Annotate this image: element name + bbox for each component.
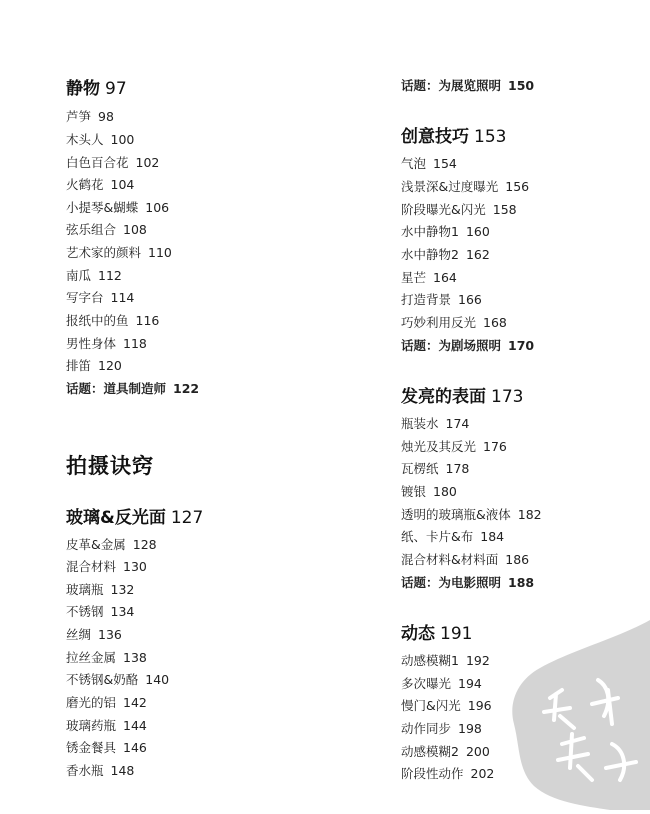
part-title: 拍摄诀窍 [66, 454, 154, 478]
toc-entry: 皮革&金属 128 [66, 537, 157, 552]
toc-entry: 玻璃药瓶 144 [66, 718, 147, 733]
toc-entry: 拉丝金属 138 [66, 650, 147, 665]
toc-entry: 丝绸 136 [66, 627, 122, 642]
toc-entry: 南瓜 112 [66, 268, 122, 283]
toc-entry: 不锈钢&奶酪 140 [66, 672, 170, 687]
toc-entry: 男性身体 118 [66, 336, 147, 351]
toc-entry: 混合材料&材料面 186 [401, 552, 530, 567]
toc-entry: 混合材料 130 [66, 559, 147, 574]
toc-entry: 弦乐组合 108 [66, 222, 147, 237]
toc-entry: 不锈钢 134 [66, 604, 135, 619]
toc-entry: 气泡 154 [401, 156, 457, 171]
toc-entry: 动感模糊1 192 [401, 653, 490, 668]
toc-entry: 艺术家的颜料 110 [66, 245, 172, 260]
toc-entry-topic: 话题：为电影照明 188 [401, 575, 535, 590]
toc-entry: 火鹤花 104 [66, 177, 135, 192]
toc-entry: 白色百合花 102 [66, 155, 160, 170]
toc-entry: 排笛 120 [66, 358, 122, 373]
section-heading-still-life: 静物 97 [66, 79, 127, 99]
toc-entry: 小提琴&蝴蝶 106 [66, 200, 170, 215]
toc-entry: 水中静物2 162 [401, 247, 490, 262]
section-heading-motion: 动态 191 [401, 624, 473, 644]
toc-entry-topic: 话题：为剧场照明 170 [401, 338, 535, 353]
toc-entry: 烛光及其反光 176 [401, 439, 507, 454]
toc-entry: 写字台 114 [66, 290, 135, 305]
toc-entry: 浅景深&过度曝光 156 [401, 179, 530, 194]
toc-entry: 透明的玻璃瓶&液体 182 [401, 507, 542, 522]
toc-entry: 星芒 164 [401, 270, 457, 285]
toc-entry: 水中静物1 160 [401, 224, 490, 239]
toc-entry: 多次曝光 194 [401, 676, 482, 691]
toc-entry: 锈金餐具 146 [66, 740, 147, 755]
toc-entry: 瓦楞纸 178 [401, 461, 470, 476]
toc-entry: 芦笋 98 [66, 109, 114, 124]
toc-entry: 慢门&闪光 196 [401, 698, 492, 713]
toc-entry: 阶段曝光&闪光 158 [401, 202, 517, 217]
toc-entry: 镀银 180 [401, 484, 457, 499]
toc-entry-topic: 话题：为展览照明 150 [401, 78, 535, 93]
toc-entry: 纸、卡片&布 184 [401, 529, 505, 544]
toc-entry-topic: 话题：道具制造师 122 [66, 381, 200, 396]
toc-entry: 磨光的铝 142 [66, 695, 147, 710]
toc-entry: 报纸中的鱼 116 [66, 313, 160, 328]
stamp-watermark-icon [500, 620, 650, 814]
toc-entry: 打造背景 166 [401, 292, 482, 307]
toc-entry: 动感模糊2 200 [401, 744, 490, 759]
section-heading-glass: 玻璃&反光面 127 [66, 508, 204, 528]
toc-entry: 瓶装水 174 [401, 416, 470, 431]
toc-entry: 阶段性动作 202 [401, 766, 495, 781]
toc-entry: 动作同步 198 [401, 721, 482, 736]
toc-entry: 巧妙利用反光 168 [401, 315, 507, 330]
section-heading-creative: 创意技巧 153 [401, 127, 507, 147]
toc-entry: 香水瓶 148 [66, 763, 135, 778]
toc-entry: 玻璃瓶 132 [66, 582, 135, 597]
toc-entry: 木头人 100 [66, 132, 135, 147]
section-heading-shiny: 发亮的表面 173 [401, 387, 524, 407]
